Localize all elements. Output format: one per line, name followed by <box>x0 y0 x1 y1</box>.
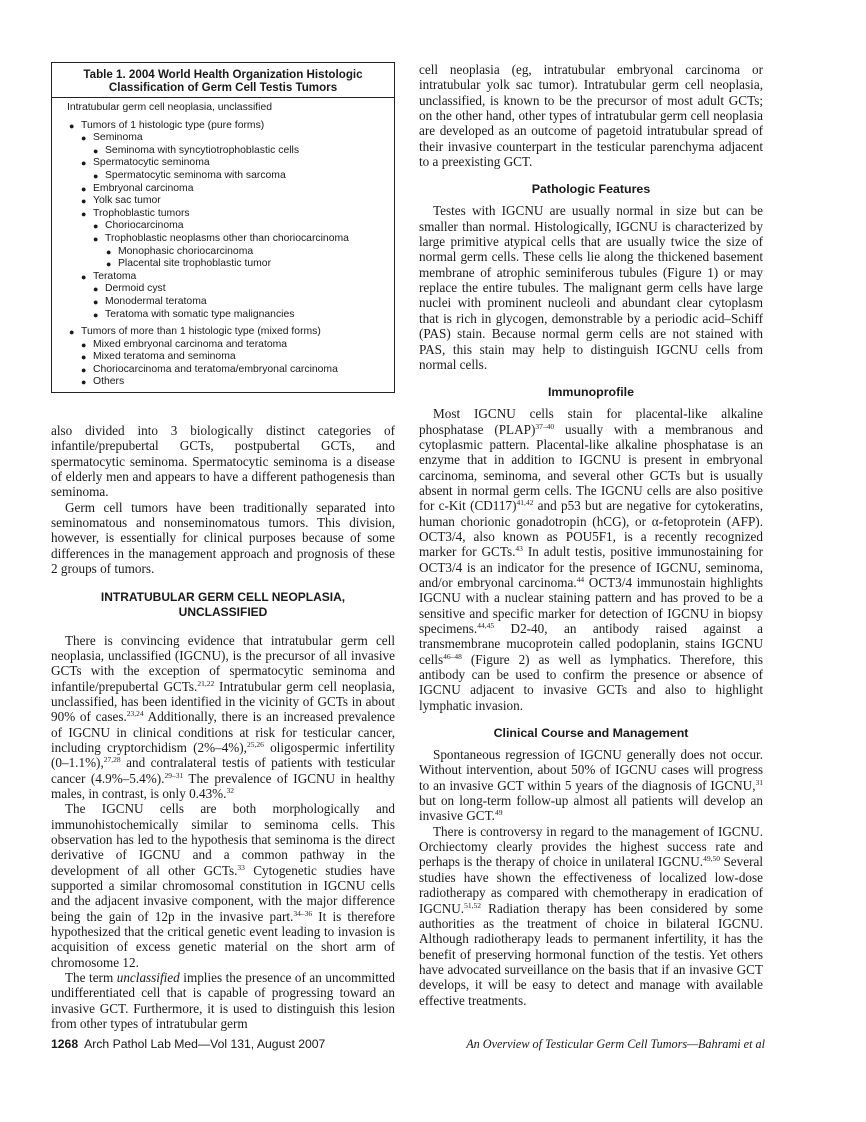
table-row <box>67 145 394 158</box>
bullet-icon: ● <box>69 327 75 338</box>
bullet-icon: ● <box>81 208 87 219</box>
table-row-text: Choriocarcinoma and teratoma/embryonal carcinoma <box>93 363 338 375</box>
paragraph: Spontaneous regression of IGCNU generally does not occur. Without intervention, about 50% of IGCNU cases will progress to an invasive GCT within 5 years of the diagnosis of IGCNU,$^{31}$ but on long-term follow-up almost all patients will develop an invasive GCT.$^{49}$ <box>419 747 763 824</box>
running-title: An Overview of Testicular Germ Cell Tumors—Bahrami et al <box>466 1037 765 1051</box>
bullet-icon: ● <box>93 309 99 320</box>
table-row <box>67 271 394 284</box>
table-row <box>67 339 394 352</box>
table-row-text: Tumors of more than 1 histologic type (mixed forms) <box>81 326 321 338</box>
paragraph: The IGCNU cells are both morphologically and immunohistochemically similar to seminoma cells. This observation has led to the hypothesis that seminoma is the direct derivative of IGCNU and a common pathway in the development of all other GCTs.$^{33}$ Cytogenetic studies have supported a similar chromosomal constitution in IGCNU cells and the adjacent invasive component, with the major difference being the gain of 12p in the invasive part.$^{34-36}$ It is therefore hypothesized that the critical genetic event leading to invasion is acquisition of excess genetic material on the short arm of chromosome 12. <box>51 801 396 970</box>
table-row-text: Trophoblastic neoplasms other than choriocarcinoma <box>105 232 349 244</box>
table-row <box>67 233 394 246</box>
table-row-text: Mixed embryonal carcinoma and teratoma <box>93 338 288 350</box>
table-row <box>67 220 394 233</box>
table-row <box>67 208 394 221</box>
table-row <box>67 120 394 133</box>
paragraph: Germ cell tumors have been traditionally separated into seminomatous and nonseminomatous tumors. This division, however, is essentially for clinical purposes because of some differences in the management approach and prognosis of these 2 groups of tumors. <box>51 499 395 577</box>
table-row <box>67 102 394 115</box>
page-number: 1268 <box>51 1037 79 1051</box>
bullet-icon: ● <box>81 377 87 388</box>
paragraph: also divided into 3 biologically distinct categories of infantile/prepubertal GCTs, postpubertal GCTs, and spermatocytic seminoma. Spermatocytic seminoma is a disease of elderly men and appears to have a different pathogenesis than seminoma. <box>51 423 395 500</box>
table-row <box>67 157 394 170</box>
table-row <box>67 326 394 339</box>
table-row <box>67 376 394 389</box>
table-row <box>67 132 394 145</box>
table-row-text: Monophasic choriocarcinoma <box>118 245 254 257</box>
table-row <box>67 195 394 208</box>
table-row <box>67 170 394 183</box>
bullet-icon: ● <box>81 133 87 144</box>
bullet-icon: ● <box>93 284 99 295</box>
bullet-icon: ● <box>93 296 99 307</box>
bullet-icon: ● <box>93 170 99 181</box>
table-row <box>67 296 394 309</box>
table-row-text: Seminoma with syncytiotrophoblastic cells <box>105 144 300 156</box>
right-column <box>419 62 763 1008</box>
bullet-icon: ● <box>106 246 112 257</box>
table-body <box>52 98 394 392</box>
bullet-icon: ● <box>93 145 99 156</box>
paragraph: Most IGCNU cells stain for placental-like alkaline phosphatase (PLAP)$^{37-40}$ usually with a membranous and cytoplasmic pattern. Placental-like alkaline phosphatase is an enzyme that in addition to IGCNU is present in embryonal carcinoma, seminoma, and several other GCTs but is usually absent in normal germ cells. The IGCNU cells are also positive for c-Kit $(CD117)^{41,42}$ and p53 but are negative for cytokeratins, human chorionic gonadotropin (hCG), or α-fetoprotein (AFP). OCT3/4, also known as POU5F1, is a recently recognized marker for GCTs.$^{43}$ In adult testis, positive immunostaining for OCT3/4 is an indicator for the presence of IGCNU, seminoma, and/or embryonal carcinoma.$^{44}$ OCT3/4 immunostain highlights IGCNU with a nuclear staining pattern and has proved to be a sensitive and specific marker for detection of IGCNU in biopsy specimens.$^{44,45}$ D2-40, an antibody raised against a transmembrane mucoprotein called podoplanin, stains IGCNU cells$^{46-48}$ (Figure 2) as well as lymphatics. Therefore, this antibody can be used to confirm the presence or absence of IGCNU adjacent to invasive GCTs and also to highlight lymphatic invasion. <box>419 406 763 713</box>
bullet-icon: ● <box>81 271 87 282</box>
table-row-text: Tumors of 1 histologic type (pure forms) <box>81 119 265 131</box>
table-row <box>67 183 394 196</box>
table-row-text: Monodermal teratoma <box>105 295 207 307</box>
bullet-icon: ● <box>93 221 99 232</box>
bullet-icon: ● <box>81 196 87 207</box>
table-row-text: Trophoblastic tumors <box>93 207 190 219</box>
bullet-icon: ● <box>81 158 87 169</box>
paragraph: cell neoplasia (eg, intratubular embryonal carcinoma or intratubular yolk sac tumor). Intratubular germ cell neoplasia, unclassified, is known to be the precursor of most adult GCTs; on the other hand, other types of intratubular germ cell neoplasia are developed as an outcome of pagetoid intratubular spread of their invasive counterpart in the testicular parenchyma adjacent to a preexisting GCT. <box>419 62 763 170</box>
bullet-icon: ● <box>81 339 87 350</box>
section-heading: Immunoprofile <box>547 385 635 400</box>
table-row <box>67 283 394 296</box>
table-row-text: Embryonal carcinoma <box>93 182 194 194</box>
classification-table <box>51 62 395 393</box>
bullet-icon: ● <box>93 233 99 244</box>
bullet-icon: ● <box>69 120 75 131</box>
table-row-text: Teratoma <box>93 270 137 282</box>
section-heading: Pathologic Features <box>531 182 651 197</box>
table-row-text: Spermatocytic seminoma with sarcoma <box>105 169 286 181</box>
page-footer <box>51 1037 765 1055</box>
bullet-icon: ● <box>81 183 87 194</box>
paragraph: There is convincing evidence that intratubular germ cell neoplasia, unclassified (IGCNU), is the precursor of all invasive GCTs with the exception of spermatocytic seminoma and infantile/prepubertal GCTs.$^{21,22}$ Intratubular germ cell neoplasia, unclassified, has been identified in the vicinity of GCTs in about 90% of cases.$^{23,24}$ Additionally, there is an increased prevalence of IGCNU in clinical conditions at risk for testicular cancer, including cryptorchidism (2%–4%),$^{25,26}$ oligospermic infertility (0–1.1%),$^{27,28}$ and contralateral testis of patients with testicular cancer (4.9%–5.4%).$^{29-31}$ The prevalence of IGCNU in healthy males, in contrast, is only 0.43%.$^{32}$ <box>51 632 395 801</box>
table-row <box>67 351 394 364</box>
journal-citation: Arch Pathol Lab Med—Vol 131, August 2007 <box>84 1037 326 1051</box>
paragraph: There is controversy in regard to the management of IGCNU. Orchiectomy clearly provides the highest success rate and perhaps is the therapy of choice in unilateral IGCNU.$^{49,50}$ Several studies have shown the effectiveness of localized low-dose radiotherapy as compared with chemotherapy in eradication of IGCNU.$^{51,52}$ Radiation therapy has been considered by some authorities as the treatment of choice in bilateral IGCNU. Although radiotherapy leads to permanent infertility, it has the benefit of preserving hormonal function of the testis. Yet others have advocated surveillance on the basis that if an invasive GCT develops, it will be easy to detect and manage with available effective treatments. <box>419 823 763 1008</box>
table-row-text: Seminoma <box>93 132 143 144</box>
table-row-text: Spermatocytic seminoma <box>93 157 210 169</box>
paragraph: The term unclassified implies the presence of an uncommitted undifferentiated cell that is capable of progressing toward an invasive GCT. Furthermore, it is used to distinguish this lesion from other types of intratubular germ <box>51 970 395 1032</box>
table-row <box>67 258 394 271</box>
table-row-text: Mixed teratoma and seminoma <box>93 351 236 363</box>
table-title: Table 1. 2004 World Health Organization Histologic Classification of Germ Cell Testis Tumors <box>52 63 394 98</box>
bullet-icon: ● <box>81 364 87 375</box>
table-row <box>67 246 394 259</box>
table-row-text: Choriocarcinoma <box>105 220 184 232</box>
bullet-icon: ● <box>106 259 112 270</box>
table-row-text: Dermoid cyst <box>105 283 166 295</box>
table-row-text: Others <box>93 376 125 388</box>
table-row <box>67 309 394 322</box>
table-row <box>67 364 394 377</box>
table-row-text: Placental site trophoblastic tumor <box>118 258 272 270</box>
table-row-text: Intratubular germ cell neoplasia, unclassified <box>67 102 273 113</box>
table-row-text: Teratoma with somatic type malignancies <box>105 308 295 320</box>
left-column <box>51 62 395 1031</box>
bullet-icon: ● <box>81 352 87 363</box>
section-heading: INTRATUBULAR GERM CELL NEOPLASIA, UNCLASSIFIED <box>100 589 346 619</box>
paragraph: Testes with IGCNU are usually normal in size but can be smaller than normal. Histologically, IGCNU is characterized by large primitive atypical cells that are usually twice the size of normal germ cells. These cells lie along the thickened basement membrane of atrophic seminiferous tubules (Figure 1) or may replace the entire tubules. The malignant germ cells have large nuclei with prominent nucleoli and abundant clear cytoplasm that is rich in glycogen, demonstrable by a periodic acid–Schiff (PAS) stain. Because normal germ cells are not stained with PAS, this stain may help to distinguish IGCNU cells from normal cells. <box>419 203 763 372</box>
section-heading: Clinical Course and Management <box>493 726 689 741</box>
table-row-text: Yolk sac tumor <box>93 195 161 207</box>
